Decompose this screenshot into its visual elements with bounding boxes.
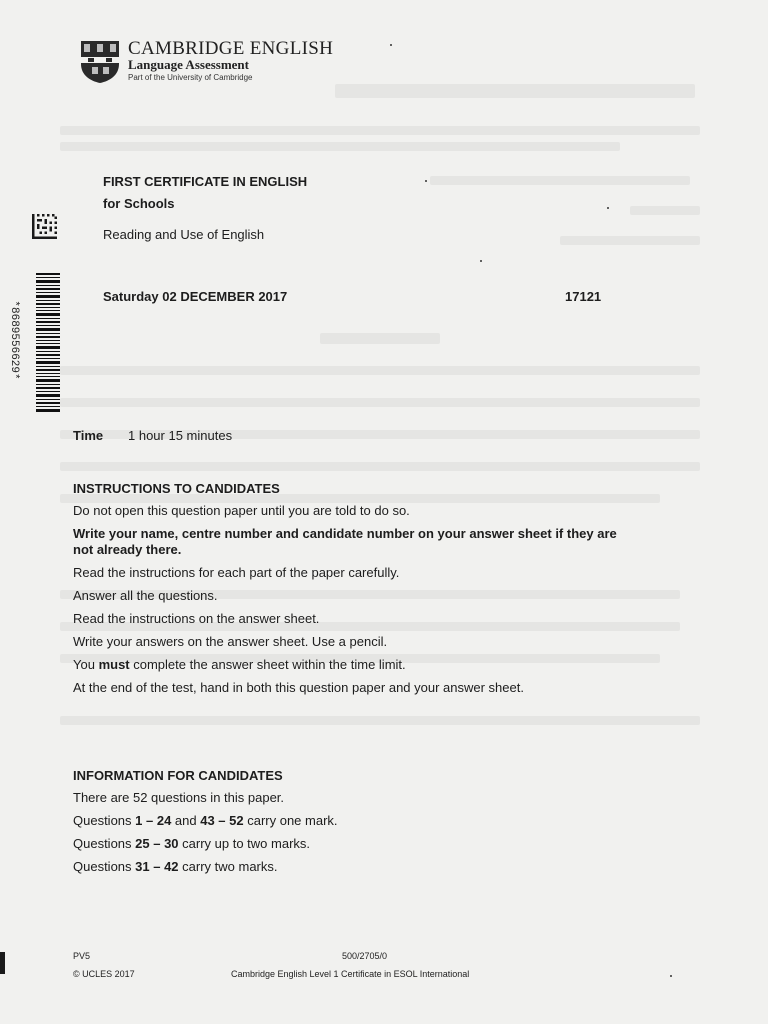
information-heading: INFORMATION FOR CANDIDATES (73, 768, 283, 783)
question-range: 43 – 52 (200, 813, 244, 828)
brand-title: CAMBRIDGE ENGLISH (128, 38, 334, 59)
barcode-digits: *8689556629* (8, 300, 20, 380)
scan-speck (670, 975, 672, 977)
instruction-line: Read the instructions on the answer sheet. (73, 611, 320, 626)
question-range: 25 – 30 (135, 836, 179, 851)
time-label: Time (73, 428, 104, 443)
scan-speck (425, 180, 427, 182)
exam-title: FIRST CERTIFICATE IN ENGLISH (103, 174, 308, 189)
question-range: 1 – 24 (135, 813, 172, 828)
information-text: Questions (73, 813, 136, 828)
instruction-line: Do not open this question paper until you are told to do so. (73, 503, 410, 518)
exam-date: Saturday 02 DECEMBER 2017 (103, 289, 288, 304)
information-line: There are 52 questions in this paper. (73, 790, 285, 805)
information-line (73, 813, 693, 829)
information-line (73, 859, 693, 875)
instructions-list (73, 503, 693, 696)
instruction-line: Read the instructions for each part of the paper carefully. (73, 565, 400, 580)
instruction-line: At the end of the test, hand in both this question paper and your answer sheet. (73, 680, 524, 695)
instruction-line (73, 657, 693, 673)
page-edge-mark (0, 952, 5, 974)
information-text: carry two marks. (178, 859, 278, 874)
instruction-line: Answer all the questions. (73, 588, 218, 603)
question-range: 31 – 42 (135, 859, 179, 874)
barcode-icon (18, 273, 62, 413)
scan-speck (480, 260, 482, 262)
cambridge-shield-icon (80, 40, 120, 84)
information-text: carry up to two marks. (178, 836, 311, 851)
footer-certificate: Cambridge English Level 1 Certificate in ESOL International (231, 969, 470, 979)
information-list (73, 790, 693, 875)
brand-part-of: Part of the University of Cambridge (128, 73, 253, 82)
information-text: Questions (73, 836, 136, 851)
data-matrix-code-icon (32, 214, 57, 239)
information-text: Questions (73, 859, 136, 874)
information-text: carry one mark. (243, 813, 338, 828)
paper-name: Reading and Use of English (103, 227, 265, 242)
instruction-text: complete the answer sheet within the time limit. (129, 657, 406, 672)
instructions-heading: INSTRUCTIONS TO CANDIDATES (73, 481, 280, 496)
information-line (73, 836, 693, 852)
footer-copyright: © UCLES 2017 (73, 969, 135, 979)
brand-subtitle: Language Assessment (128, 57, 249, 72)
footer-qualification-code: 500/2705/0 (342, 951, 388, 961)
time-value: 1 hour 15 minutes (128, 428, 233, 443)
scan-speck (390, 44, 392, 46)
exam-subtitle: for Schools (103, 196, 175, 211)
instruction-line: Write your answers on the answer sheet. Use a pencil. (73, 634, 388, 649)
footer-code: PV5 (73, 951, 91, 961)
instruction-text: You (73, 657, 99, 672)
exam-code: 17121 (565, 289, 602, 304)
instruction-emphasis: must (98, 657, 130, 672)
information-text: and (171, 813, 201, 828)
instruction-line: not already there. (73, 542, 182, 557)
candidate-barcode (18, 273, 62, 413)
instruction-line: Write your name, centre number and candidate number on your answer sheet if they are (73, 526, 617, 541)
scan-speck (607, 207, 609, 209)
